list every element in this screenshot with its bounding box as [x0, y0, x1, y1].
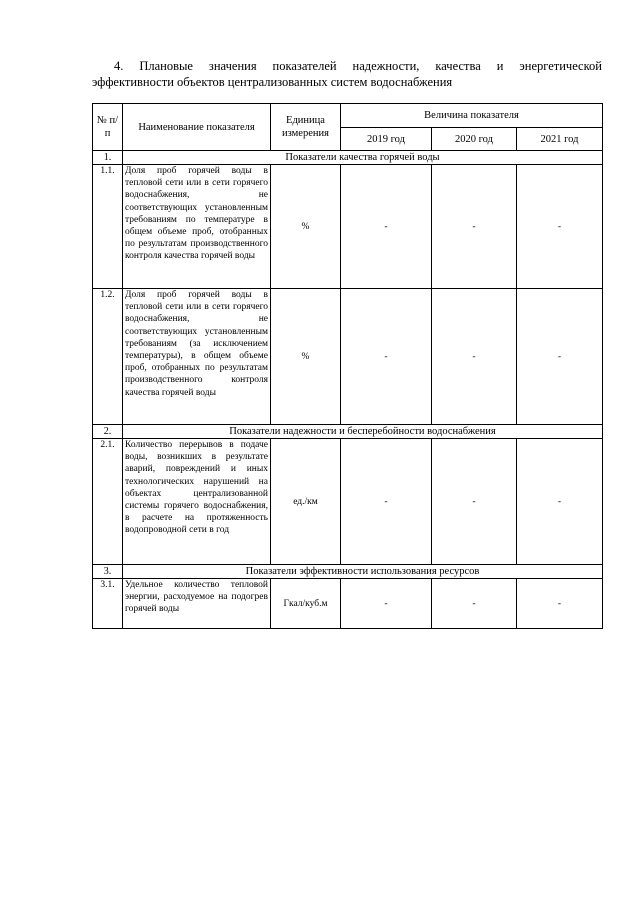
row-value: -	[341, 289, 432, 425]
header-year: 2020 год	[432, 128, 517, 151]
row-value: -	[432, 289, 517, 425]
section-num: 3.	[93, 565, 123, 579]
row-value: -	[517, 579, 603, 629]
row-name	[123, 439, 271, 565]
row-num: 3.1.	[93, 579, 123, 629]
row-num: 1.1.	[93, 165, 123, 289]
row-name-text: Доля проб горячей воды в тепловой сети или в сети горячего водоснабжения, не соответствующих установленным требованиям по температуре в общем объеме проб, отобранных по результатам производственного контроля качества горячей воды	[125, 166, 268, 262]
table-row	[93, 289, 603, 425]
row-name	[123, 289, 271, 425]
heading-line-1: 4. Плановые значения показателей надежности, качества и энергетической	[114, 59, 602, 73]
row-unit: ед./км	[271, 439, 341, 565]
row-name	[123, 579, 271, 629]
row-name-text: Количество перерывов в подаче воды, возникших в результате аварий, повреждений и иных технологических нарушений на объектах централизованной системы горячего водоснабжения, в расчете на протяженность водопроводной сети в год	[125, 440, 268, 536]
row-unit: %	[271, 165, 341, 289]
row-unit: %	[271, 289, 341, 425]
section-title: Показатели качества горячей воды	[123, 151, 603, 165]
heading-line-2: эффективности объектов централизованных систем водоснабжения	[92, 75, 453, 89]
section-num: 1.	[93, 151, 123, 165]
section-row	[93, 151, 603, 165]
section-row	[93, 425, 603, 439]
row-value: -	[517, 439, 603, 565]
section-row	[93, 565, 603, 579]
header-value-group: Величина показателя	[341, 104, 603, 128]
section-title: Показатели надежности и бесперебойности водоснабжения	[123, 425, 603, 439]
header-name: Наименование показателя	[123, 104, 271, 151]
row-value: -	[517, 289, 603, 425]
row-value: -	[432, 579, 517, 629]
row-name-text: Удельное количество тепловой энергии, расходуемое на подогрев горячей воды	[125, 580, 268, 615]
section-heading	[92, 58, 602, 90]
row-num: 1.2.	[93, 289, 123, 425]
row-value: -	[517, 165, 603, 289]
table-row	[93, 439, 603, 565]
row-value: -	[432, 165, 517, 289]
table-row	[93, 165, 603, 289]
row-value: -	[341, 579, 432, 629]
row-value: -	[341, 439, 432, 565]
indicators-table	[92, 103, 603, 629]
table-row	[93, 579, 603, 629]
header-year: 2021 год	[517, 128, 603, 151]
row-unit: Гкал/куб.м	[271, 579, 341, 629]
section-num: 2.	[93, 425, 123, 439]
section-title: Показатели эффективности использования ресурсов	[123, 565, 603, 579]
header-num: № п/п	[93, 104, 123, 151]
header-year: 2019 год	[341, 128, 432, 151]
row-value: -	[432, 439, 517, 565]
header-unit: Единица измерения	[271, 104, 341, 151]
row-value: -	[341, 165, 432, 289]
row-name-text: Доля проб горячей воды в тепловой сети или в сети горячего водоснабжения, не соответствующих установленным требованиям (за исключением температуры), в общем объеме проб, отобранных по результатам производственного контроля качества горячей воды	[125, 290, 268, 398]
row-num: 2.1.	[93, 439, 123, 565]
row-name	[123, 165, 271, 289]
